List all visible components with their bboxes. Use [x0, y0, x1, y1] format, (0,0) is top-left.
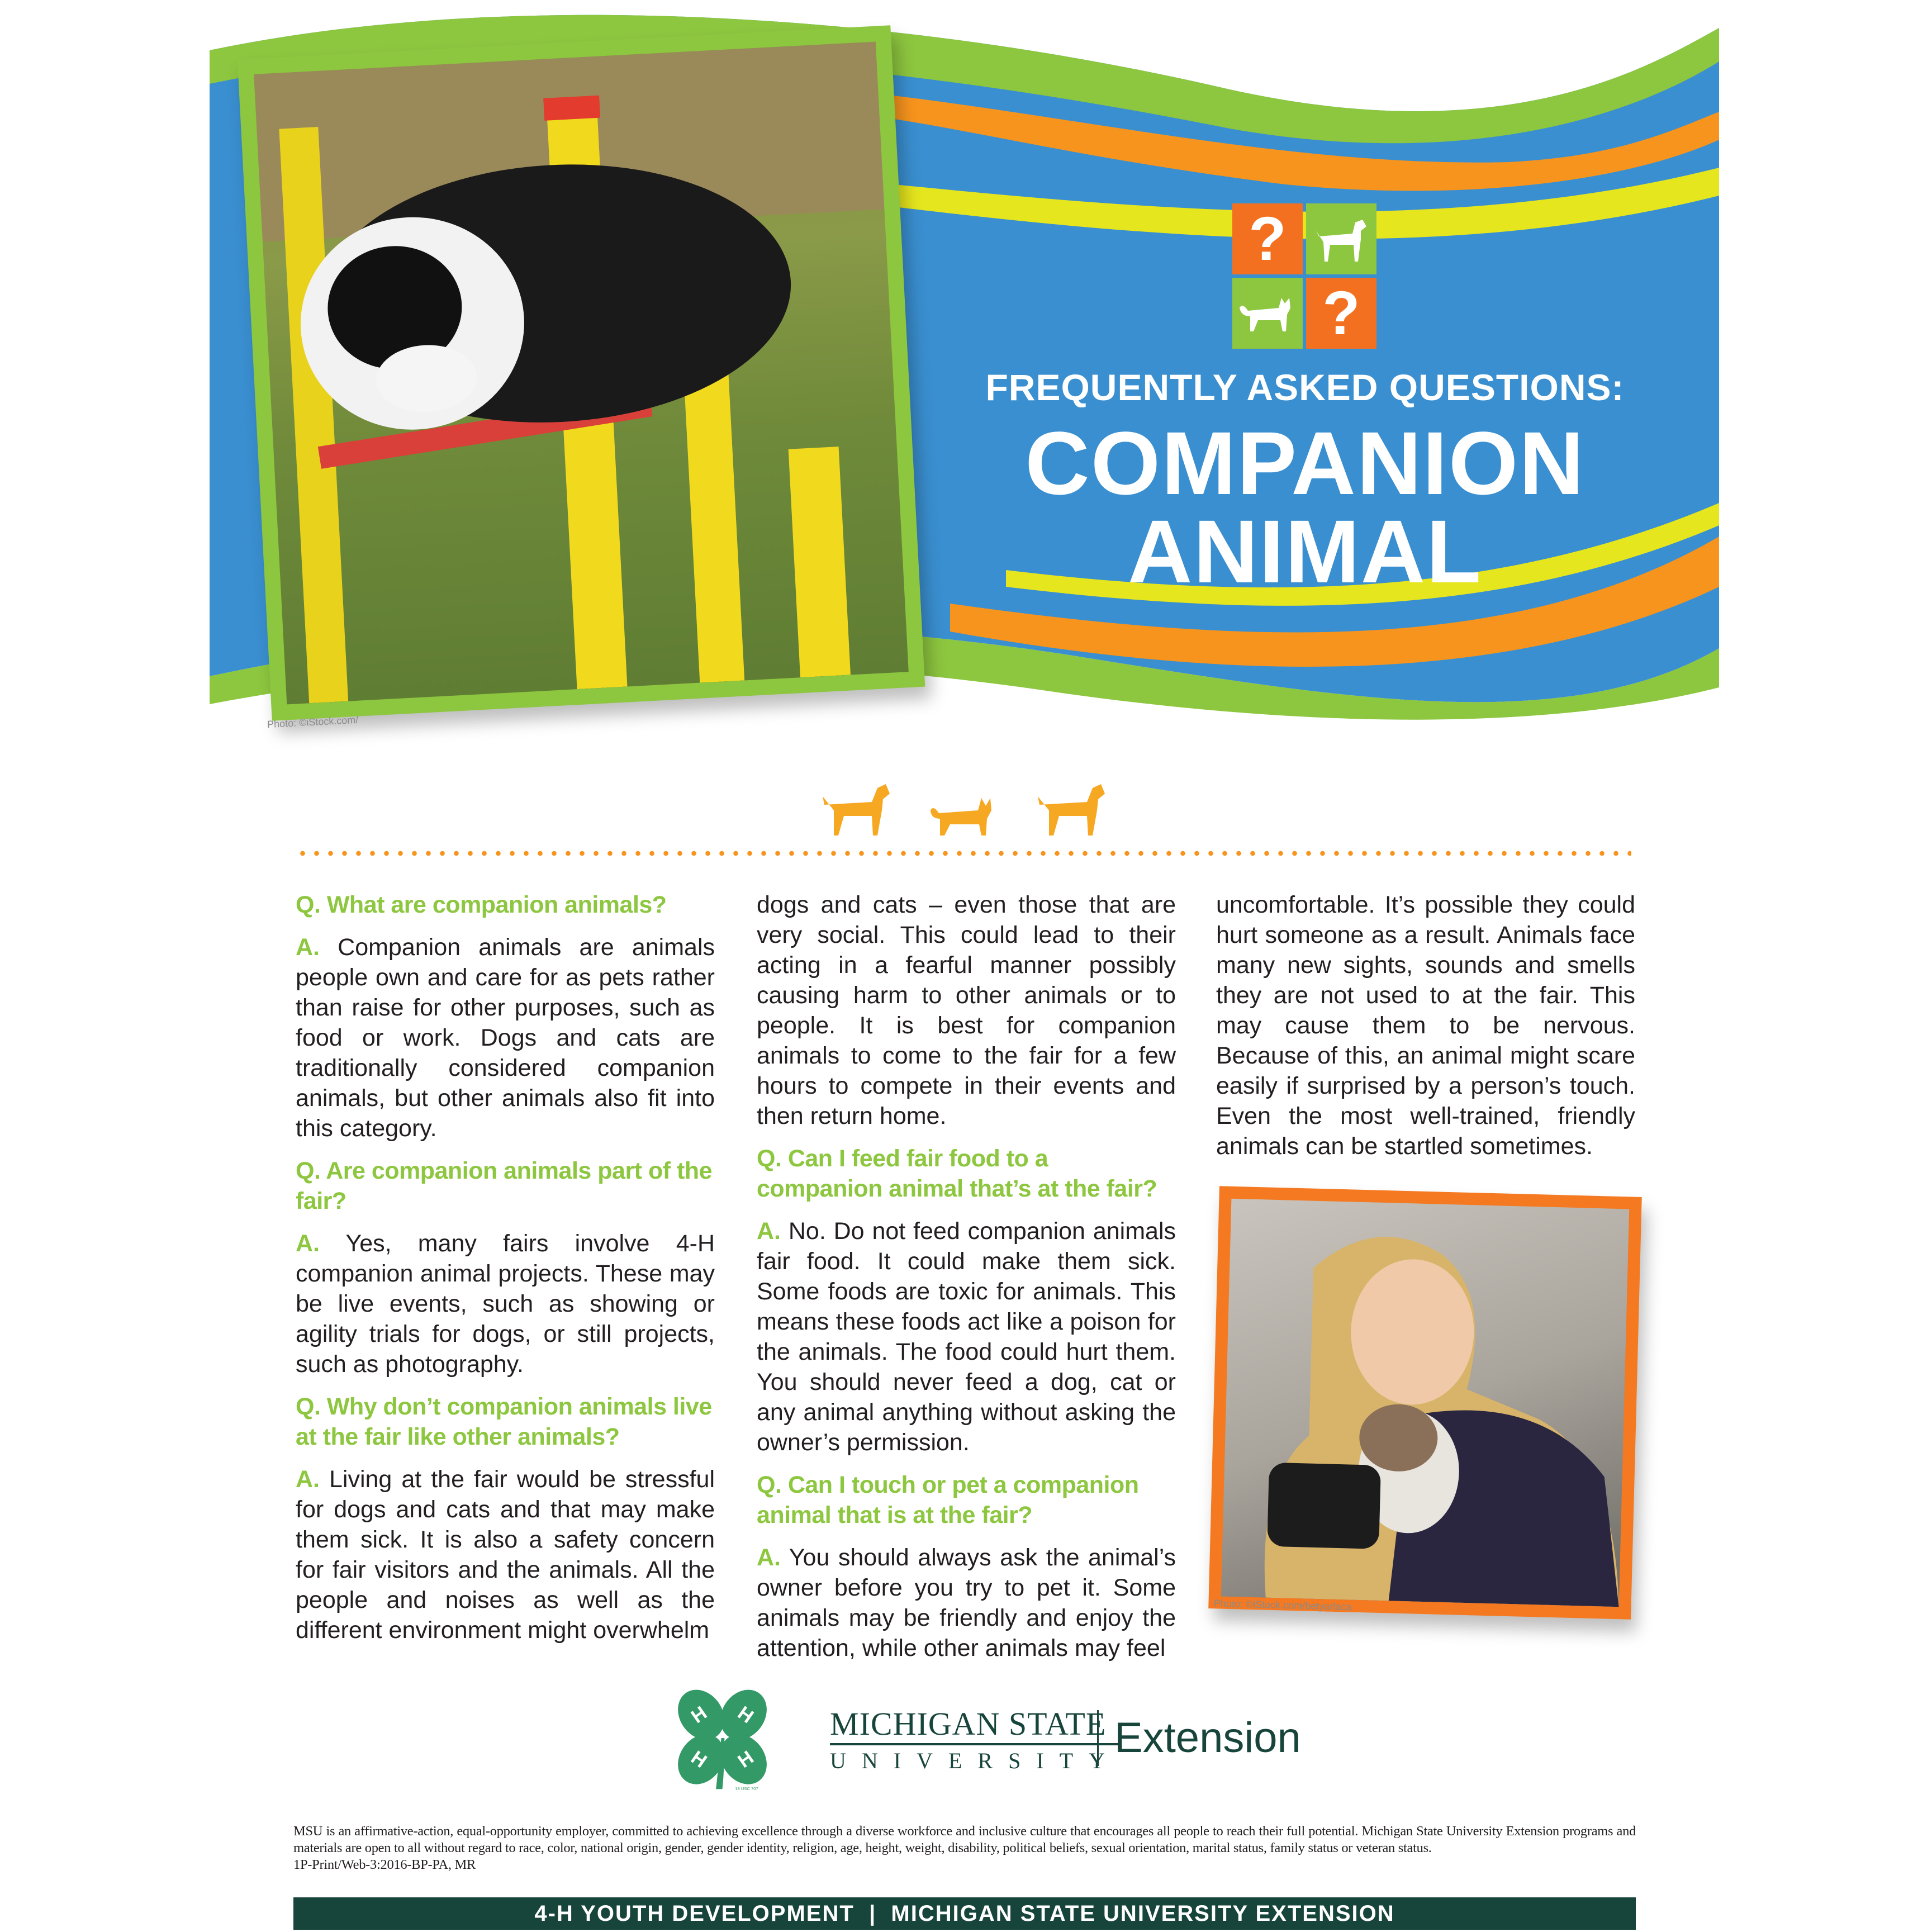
question-mark-icon: ? — [1306, 278, 1376, 349]
answer-text: Companion animals are animals people own and care for as pets rather than raise for other purposes, such as food or work. Dogs and cats are traditionally considered companion animals, but other animals also fit into this category. — [296, 934, 715, 1142]
answer-prefix: A. — [757, 1218, 781, 1245]
column-2 — [757, 890, 1176, 1675]
cat-icon — [931, 798, 991, 836]
clover-letter: H — [687, 1746, 711, 1772]
question-mark-icon: ? — [1232, 203, 1303, 274]
title-line-2: ANIMAL — [1127, 501, 1483, 601]
answer-prefix: A. — [296, 934, 320, 961]
dog-icon — [823, 784, 890, 836]
extension-wordmark: Extension — [1097, 1710, 1301, 1766]
answer-text: You should always ask the animal’s owner before you try to pet it. Some animals may be friendly and enjoy the attention, while other animals may feel — [757, 1544, 1176, 1662]
4h-clover-logo — [668, 1685, 777, 1791]
msu-line-2: UNIVERSITY — [830, 1748, 1121, 1773]
answer-text: Living at the fair would be stressful for dogs and cats and that may make them sick. It is also a safety concern for fair visitors and the animals. All the people and noises as well as the different environment might overwhelm — [296, 1466, 715, 1644]
clover-letter: H — [734, 1746, 758, 1772]
msu-wordmark — [830, 1707, 1121, 1777]
faq-label: FREQUENTLY ASKED QUESTIONS: — [985, 367, 1625, 408]
faq-icon-grid — [1232, 203, 1376, 348]
photo-credit: Photo: ©iStock.com/betyarlaca — [1213, 1597, 1352, 1613]
msu-line-1: MICHIGAN STATE — [830, 1707, 1121, 1745]
answer-paragraph — [296, 932, 715, 1143]
fine-print — [293, 1823, 1636, 1873]
animal-icons-row — [822, 780, 1112, 838]
title-line-1: COMPANION — [1025, 413, 1585, 513]
answer-prefix: A. — [296, 1230, 320, 1257]
question-heading: Q. What are companion animals? — [296, 891, 667, 918]
dog-jumping-image — [254, 42, 909, 705]
answer-paragraph — [757, 1216, 1176, 1458]
question-heading: Q. Are companion animals part of the fair? — [296, 1157, 712, 1214]
question-heading: Q. Why don’t companion animals live at the fair like other animals? — [296, 1393, 712, 1450]
photo-credit: Photo: ©iStock.com/ — [267, 714, 359, 730]
clover-letter: H — [687, 1702, 711, 1728]
dog-agility-photo — [238, 25, 925, 721]
answer-text: No. Do not feed companion animals fair food. It could make them sick. Some foods are toxic for animals. This means these foods act like a poison for the animals. The food could hurt them. You should never feed a dog, cat or any animal anything without asking the owner’s permission. — [757, 1218, 1176, 1456]
answer-paragraph — [296, 1228, 715, 1379]
clover-mark: 18 USC 707 — [735, 1786, 758, 1791]
answer-text: Yes, many fairs involve 4-H companion animal projects. These may be live events, such as showing or agility trials for dogs, or still projects, such as photography. — [296, 1230, 715, 1378]
publication-code: 1P-Print/Web-3:2016-BP-PA, MR — [293, 1857, 476, 1872]
answer-paragraph — [757, 1542, 1176, 1663]
clover-letter: H — [734, 1702, 758, 1728]
dog-icon — [1306, 203, 1376, 274]
girl-cat-image — [1221, 1199, 1629, 1607]
column-3 — [1216, 890, 1635, 1174]
girl-with-cat-photo — [1208, 1186, 1642, 1620]
footer-bar: 4-H YOUTH DEVELOPMENT | MICHIGAN STATE UNIVERSITY EXTENSION — [293, 1897, 1636, 1930]
question-heading: Q. Can I touch or pet a companion animal that is at the fair? — [757, 1471, 1139, 1528]
answer-paragraph — [296, 1464, 715, 1645]
dog-icon — [1038, 784, 1105, 836]
continued-paragraph: uncomfortable. It’s possible they could hurt someone as a result. Animals face many new sights, sounds and smells they are not used to at the fair. This may cause them to be nervous. Because of this, an animal might scare easily if surprised by a person’s touch. Even the most well-trained, friendly animals can be startled sometimes. — [1216, 891, 1635, 1160]
answer-prefix: A. — [757, 1544, 781, 1571]
answer-prefix: A. — [296, 1466, 320, 1493]
cat-icon — [1232, 278, 1303, 349]
nondiscrimination-statement: MSU is an affirmative-action, equal-opportunity employer, committed to achieving excellence through a diverse workforce and inclusive culture that encourages all people to reach their full potential. Michigan State University Extension programs and materials are open to all without regard to race, color, national origin, gender, gender identity, religion, age, height, weight, disability, political beliefs, sexual orientation, marital status, family status or veteran status. — [293, 1824, 1636, 1855]
continued-paragraph: dogs and cats – even those that are very social. This could lead to their acting in a fearful manner possibly causing harm to other animals or to people. It is best for companion animals to come to the fair for a few hours to compete in their events and then return home. — [757, 891, 1176, 1129]
column-1 — [296, 890, 715, 1658]
dotted-divider — [296, 851, 1631, 856]
page-title — [872, 413, 1738, 601]
question-heading: Q. Can I feed fair food to a companion animal that’s at the fair? — [757, 1145, 1157, 1202]
